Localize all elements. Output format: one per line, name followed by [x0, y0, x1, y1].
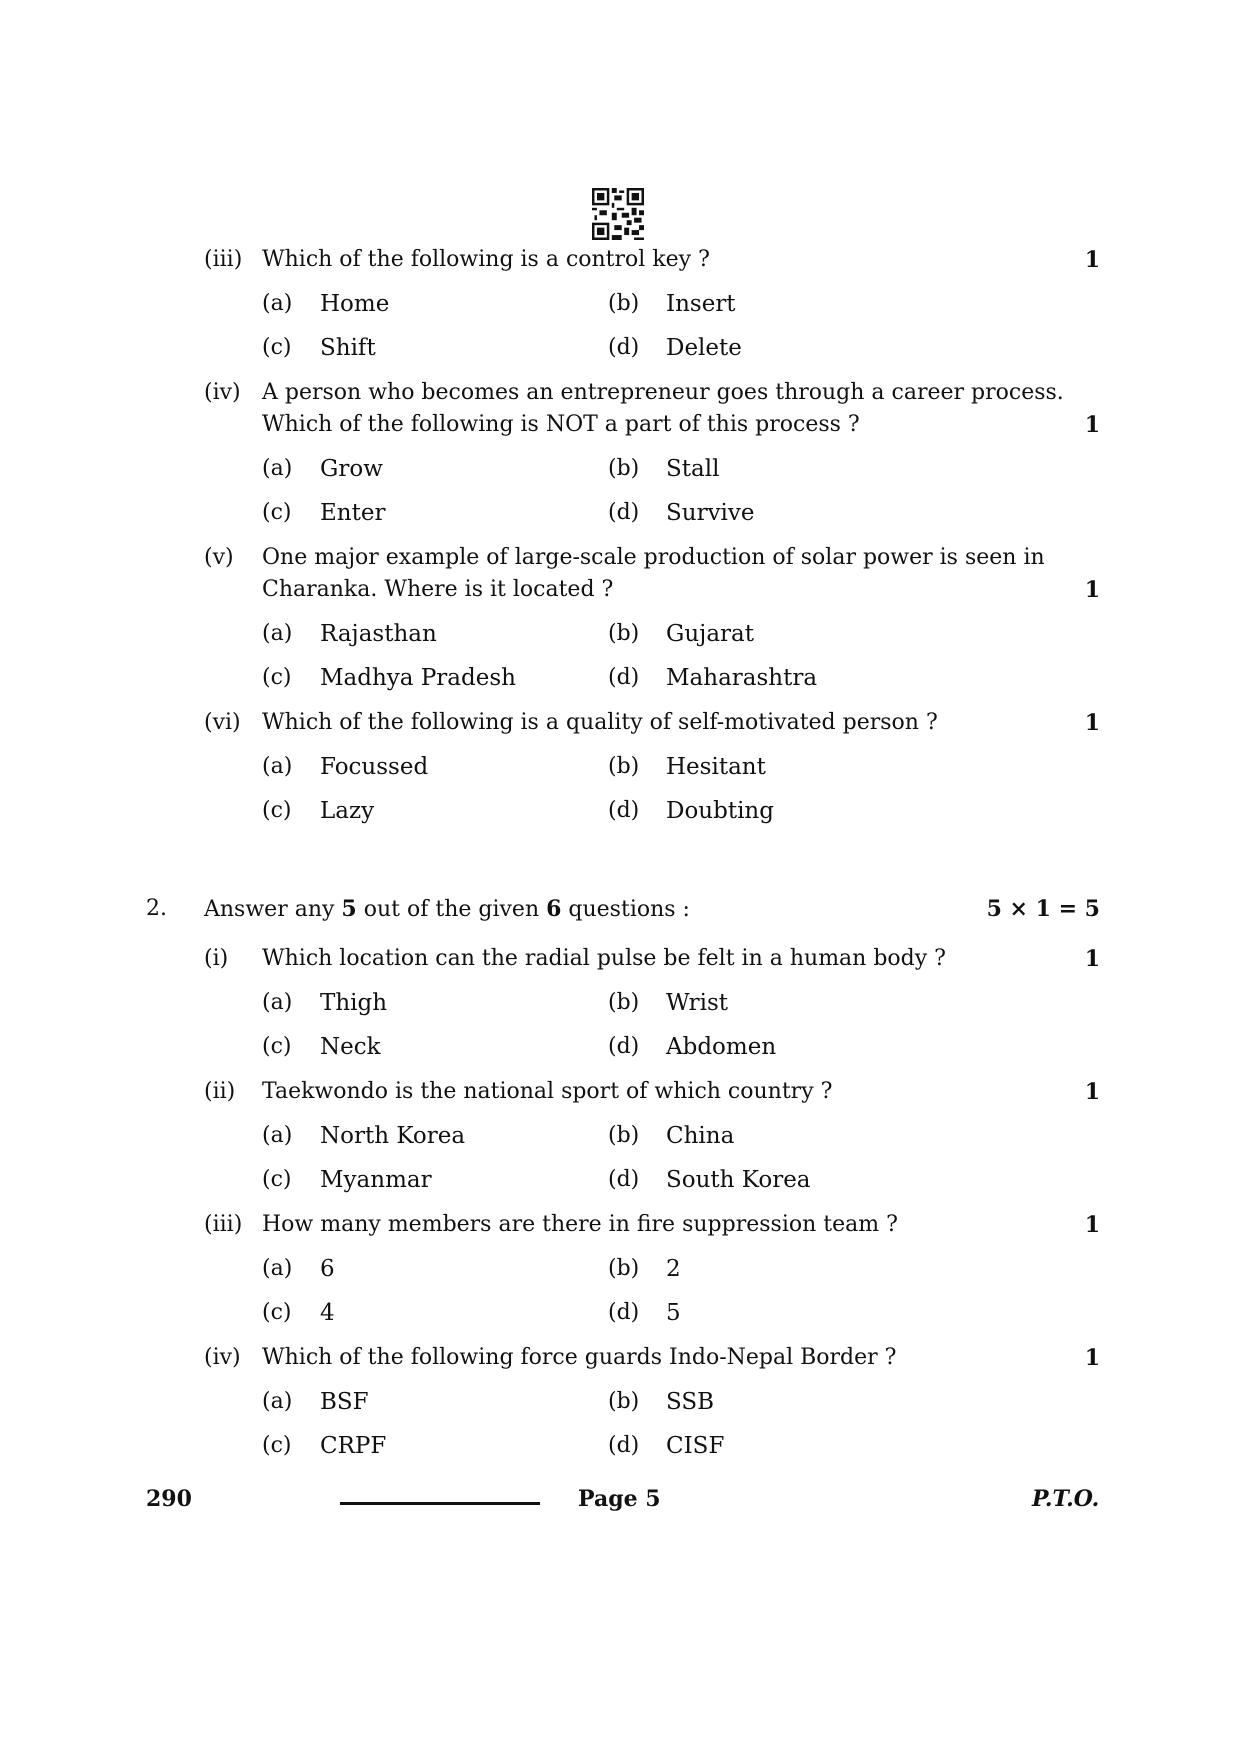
option-label: (b) — [608, 621, 640, 646]
question-text-line: Charanka. Where is it located ? — [262, 577, 614, 602]
please-turn-over: P.T.O. — [1032, 1486, 1100, 1512]
question-number: (iv) — [204, 1345, 241, 1370]
option-text: Thigh — [320, 990, 388, 1016]
option-label: (d) — [608, 1433, 640, 1458]
option-text: 2 — [666, 1256, 681, 1282]
option-text: BSF — [320, 1389, 369, 1415]
question-text: Taekwondo is the national sport of which country ? — [262, 1079, 833, 1104]
option-label: (d) — [608, 798, 640, 823]
option-text: Lazy — [320, 798, 375, 824]
section-marks: 5 × 1 = 5 — [986, 896, 1100, 922]
option-label: (a) — [262, 990, 293, 1015]
question-number: (i) — [204, 946, 229, 971]
question-text-line: A person who becomes an entrepreneur goes through a career process. — [262, 380, 1064, 405]
question-marks: 1 — [1084, 1345, 1100, 1371]
option-text: Focussed — [320, 754, 429, 780]
question-number: (iii) — [204, 1212, 243, 1237]
question-text: Which of the following is a control key ? — [262, 247, 710, 272]
question-marks: 1 — [1084, 946, 1100, 972]
option-text: CISF — [666, 1433, 725, 1459]
option-label: (d) — [608, 1300, 640, 1325]
question-marks: 1 — [1084, 1212, 1100, 1238]
instruction-text: questions : — [561, 897, 690, 922]
instruction-count: 6 — [546, 896, 562, 922]
option-text: Gujarat — [666, 621, 754, 647]
option-text: 5 — [666, 1300, 681, 1326]
option-label: (c) — [262, 1167, 292, 1192]
option-text: Myanmar — [320, 1167, 432, 1193]
option-text: 4 — [320, 1300, 335, 1326]
option-label: (a) — [262, 1389, 293, 1414]
question-text: Which location can the radial pulse be felt in a human body ? — [262, 946, 946, 971]
section-number: 2. — [146, 896, 167, 921]
option-text: Madhya Pradesh — [320, 665, 516, 691]
option-text: China — [666, 1123, 735, 1149]
option-label: (d) — [608, 665, 640, 690]
option-label: (d) — [608, 1034, 640, 1059]
option-text: Stall — [666, 456, 720, 482]
option-text: Insert — [666, 291, 736, 317]
question-text-line: One major example of large-scale production of solar power is seen in — [262, 545, 1045, 570]
option-label: (d) — [608, 500, 640, 525]
option-text: Shift — [320, 335, 376, 361]
question-number: (ii) — [204, 1079, 236, 1104]
qr-code-icon — [592, 188, 644, 240]
option-text: Maharashtra — [666, 665, 818, 691]
instruction-text: Answer any — [204, 897, 342, 922]
option-label: (b) — [608, 456, 640, 481]
question-text: How many members are there in fire suppression team ? — [262, 1212, 898, 1237]
option-text: Abdomen — [666, 1034, 777, 1060]
question-text: Which of the following is a quality of self-motivated person ? — [262, 710, 938, 735]
option-text: Delete — [666, 335, 742, 361]
option-label: (b) — [608, 990, 640, 1015]
option-text: South Korea — [666, 1167, 811, 1193]
question-number: (v) — [204, 545, 234, 570]
option-label: (a) — [262, 456, 293, 481]
option-label: (d) — [608, 1167, 640, 1192]
option-label: (b) — [608, 291, 640, 316]
question-number: (iv) — [204, 380, 241, 405]
option-text: Survive — [666, 500, 755, 526]
option-text: Neck — [320, 1034, 381, 1060]
option-label: (c) — [262, 665, 292, 690]
option-text: North Korea — [320, 1123, 466, 1149]
option-text: Home — [320, 291, 390, 317]
section-instruction — [204, 893, 690, 926]
question-marks: 1 — [1084, 710, 1100, 736]
instruction-count: 5 — [341, 896, 357, 922]
option-label: (d) — [608, 335, 640, 360]
option-label: (c) — [262, 335, 292, 360]
option-text: Grow — [320, 456, 383, 482]
option-text: Enter — [320, 500, 386, 526]
option-text: Hesitant — [666, 754, 766, 780]
option-label: (b) — [608, 1256, 640, 1281]
option-text: Wrist — [666, 990, 729, 1016]
option-label: (c) — [262, 798, 292, 823]
option-text: SSB — [666, 1389, 715, 1415]
option-label: (a) — [262, 1123, 293, 1148]
option-label: (a) — [262, 1256, 293, 1281]
option-label: (a) — [262, 754, 293, 779]
option-label: (c) — [262, 1433, 292, 1458]
option-text: CRPF — [320, 1433, 387, 1459]
paper-code: 290 — [146, 1486, 192, 1512]
question-marks: 1 — [1084, 247, 1100, 273]
question-marks: 1 — [1084, 412, 1100, 438]
footer-divider — [340, 1502, 540, 1505]
option-label: (b) — [608, 1123, 640, 1148]
option-label: (a) — [262, 621, 293, 646]
option-label: (c) — [262, 1034, 292, 1059]
question-number: (iii) — [204, 247, 243, 272]
option-label: (b) — [608, 754, 640, 779]
option-label: (a) — [262, 291, 293, 316]
question-marks: 1 — [1084, 577, 1100, 603]
option-text: 6 — [320, 1256, 335, 1282]
option-label: (c) — [262, 500, 292, 525]
question-marks: 1 — [1084, 1079, 1100, 1105]
question-text: Which of the following force guards Indo-Nepal Border ? — [262, 1345, 897, 1370]
instruction-text: out of the given — [356, 897, 547, 922]
page-number: Page 5 — [578, 1486, 661, 1512]
option-label: (b) — [608, 1389, 640, 1414]
option-text: Doubting — [666, 798, 774, 824]
question-number: (vi) — [204, 710, 241, 735]
question-text-line: Which of the following is NOT a part of this process ? — [262, 412, 860, 437]
option-text: Rajasthan — [320, 621, 437, 647]
option-label: (c) — [262, 1300, 292, 1325]
